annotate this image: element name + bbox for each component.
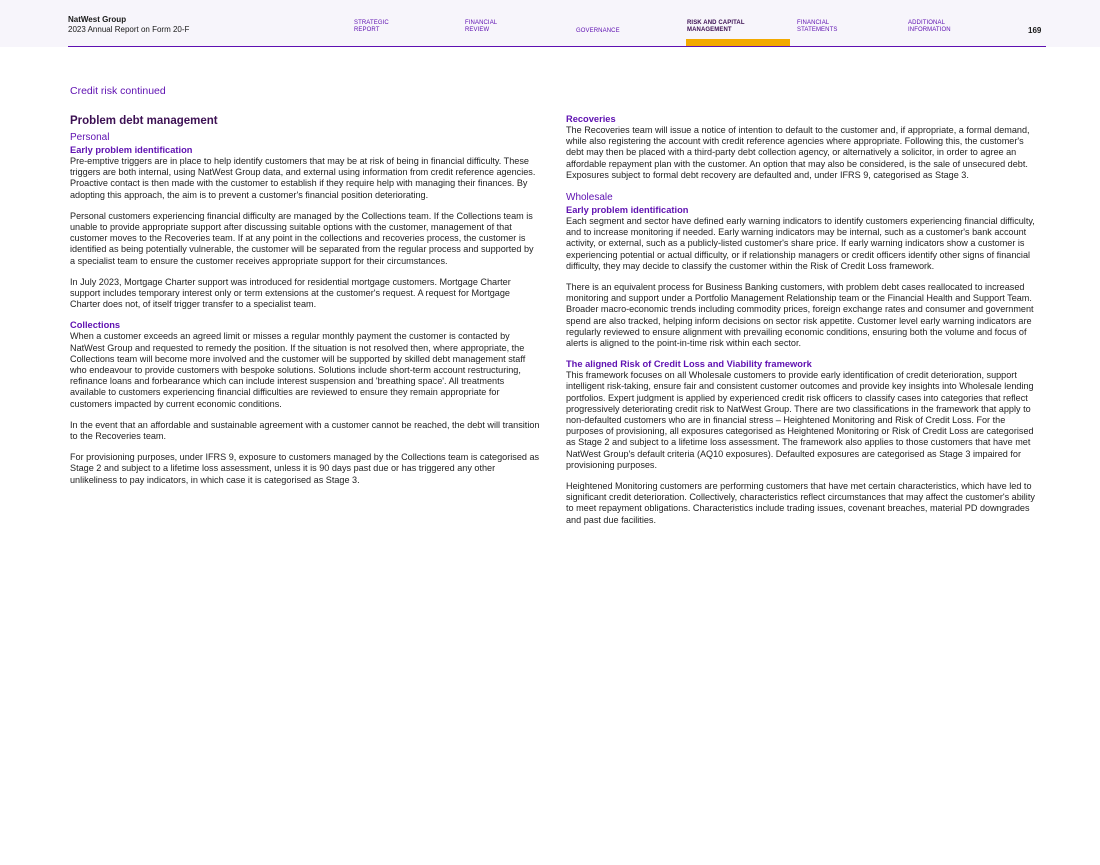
nav-financial-review[interactable]: FINANCIAL REVIEW — [465, 20, 498, 33]
nav-strategic-report[interactable]: STRATEGIC REPORT — [354, 20, 389, 33]
page-number: 169 — [1028, 26, 1042, 35]
paragraph: This framework focuses on all Wholesale customers to provide early identification of credit deterioration, support intelligent risk-taking, ensure fair and consistent customer outcomes and provide key insights into Wholesale lending portfolios. Expert judgment is applied by experienced credit risk officers to classify cases into categories that reflect progressively deteriorating credit risk to NatWest Group. There are two classifications in the framework that apply to non-defaulted customers who are in financial stress – Heightened Monitoring and Risk of Credit Loss. For the purposes of provisioning, all exposures categorised as Heightened Monitoring or Risk of Credit Loss are categorised as Stage 2 and subject to a lifetime loss assessment. The framework also applies to those customers that have met NatWest Group's default criteria (AQ10 exposures). Defaulted exposures are categorised as Stage 3 impaired for provisioning purposes. — [566, 370, 1034, 470]
recoveries-heading: Recoveries — [566, 114, 616, 124]
paragraph: Heightened Monitoring customers are performing customers that have met certain characteristics, which have led to significant credit deterioration. Collectively, characteristics reflect circumstances that may affect the customer's ability to meet repayment obligations. Characteristics include trading issues, covenant breaches, material PD downgrades and past due facilities. — [566, 481, 1035, 525]
paragraph: Pre-emptive triggers are in place to help identify customers that may be at risk of being in financial difficulty. These triggers are both internal, using NatWest Group data, and external using information from credit reference agencies. Proactive contact is then made with the customer to establish if they require help with managing their finances. By adopting this approach, the aim is to prevent a customer's financial position deteriorating. — [70, 156, 536, 200]
nav-governance[interactable]: GOVERNANCE — [576, 28, 620, 34]
nav-financial-statements[interactable]: FINANCIAL STATEMENTS — [797, 20, 838, 33]
active-nav-indicator — [686, 39, 790, 46]
paragraph: In the event that an affordable and sustainable agreement with a customer cannot be reached, the debt will transition to the Recoveries team. — [70, 419, 540, 442]
paragraph: When a customer exceeds an agreed limit or misses a regular monthly payment the customer is contacted by NatWest Group and requested to remedy the position. If the situation is not resolved then, where appropriate, the Collections team will become more involved and the customer will be supported by skilled debt management staff who endeavour to provide customers with bespoke solutions. Solutions include short-term account restructuring, refinance loans and forbearance which can include interest suspension and 'breathing space'. All treatments available to customers experiencing financial difficulties are reviewed to ensure they remain appropriate for customers impacted by current economic conditions. — [70, 331, 526, 409]
paragraph: Each segment and sector have defined early warning indicators to identify customers experiencing financial difficulty, and to increase monitoring if needed. Early warning indicators may be internal, such as a customer's bank account activity, or external, such as a publicly-listed customer's share price. If early warning indicators show a customer is experiencing potential or actual difficulty, or if relationship managers or credit officers identify other signs of financial difficulty, they may decide to classify the customer within the Risk of Credit Loss framework. — [566, 216, 1035, 271]
paragraph: For provisioning purposes, under IFRS 9, exposure to customers managed by the Collections team is categorised as Stage 2 and subject to a lifetime loss assessment, unless it is 90 days past due or has triggered any other unlikeliness to pay indicators, in which case it is categorised as Stage 3. — [70, 452, 540, 485]
early-identification-heading: Early problem identification — [566, 205, 689, 216]
brand-name: NatWest Group — [68, 15, 127, 24]
paragraph: In July 2023, Mortgage Charter support was introduced for residential mortgage customers. Mortgage Charter support includes temporary interest only or term extensions at the customer's request. A request for Mortgage Charter does not, of itself trigger transfer to a specialist team. — [70, 276, 511, 310]
section-label: Credit risk continued — [70, 85, 166, 97]
left-column — [70, 114, 540, 496]
nav-risk-capital-management[interactable]: RISK AND CAPITAL MANAGEMENT — [687, 20, 745, 33]
paragraph: Personal customers experiencing financial difficulty are managed by the Collections team. If the Collections team is unable to provide appropriate support after discussing suitable options with the customer, management of that customer moves to the Recoveries team. If at any point in the collections and recoveries process, the customer is identified as being potentially vulnerable, the customer will be separated from the regular process and supported by a specialist team to ensure the customer receives appropriate support for their circumstances. — [70, 210, 534, 266]
personal-subheading: Personal — [70, 132, 110, 143]
brand-block — [68, 15, 189, 35]
header-divider — [68, 46, 1046, 47]
page-title: Problem debt management — [70, 115, 218, 127]
collections-heading: Collections — [70, 320, 121, 331]
paragraph: The Recoveries team will issue a notice of intention to default to the customer and, if appropriate, a formal demand, while also registering the account with credit reference agencies where appropriate. Following this, the customer's debt may then be placed with a third-party debt collection agency, or alternatively a solicitor, in order to agree an affordable repayment plan with the customer. An option that may also be considered, is the sale of unsecured debt. Exposures subject to formal debt recovery are defaulted and, under IFRS 9, categorised as Stage 3. — [566, 125, 1030, 180]
paragraph: There is an equivalent process for Business Banking customers, with problem debt cases reallocated to increased monitoring and support under a Portfolio Management Relationship team or the Financial Health and Support Team. Broader macro-economic trends including commodity prices, foreign exchange rates and consumer and government spend are also tracked, helping inform decisions on sector risk appetite. Customer level early warning indicators are regularly reviewed to ensure alignment with prevailing economic conditions, ensuring both the volume and focus of alerts is aligned to the point-in-time risk within each sector. — [566, 282, 1034, 349]
framework-heading: The aligned Risk of Credit Loss and Viability framework — [566, 359, 812, 370]
early-identification-heading: Early problem identification — [70, 145, 193, 155]
wholesale-subheading: Wholesale — [566, 192, 613, 204]
right-column — [566, 114, 1036, 536]
report-subtitle: 2023 Annual Report on Form 20-F — [68, 25, 190, 34]
nav-additional-information[interactable]: ADDITIONAL INFORMATION — [908, 20, 951, 33]
